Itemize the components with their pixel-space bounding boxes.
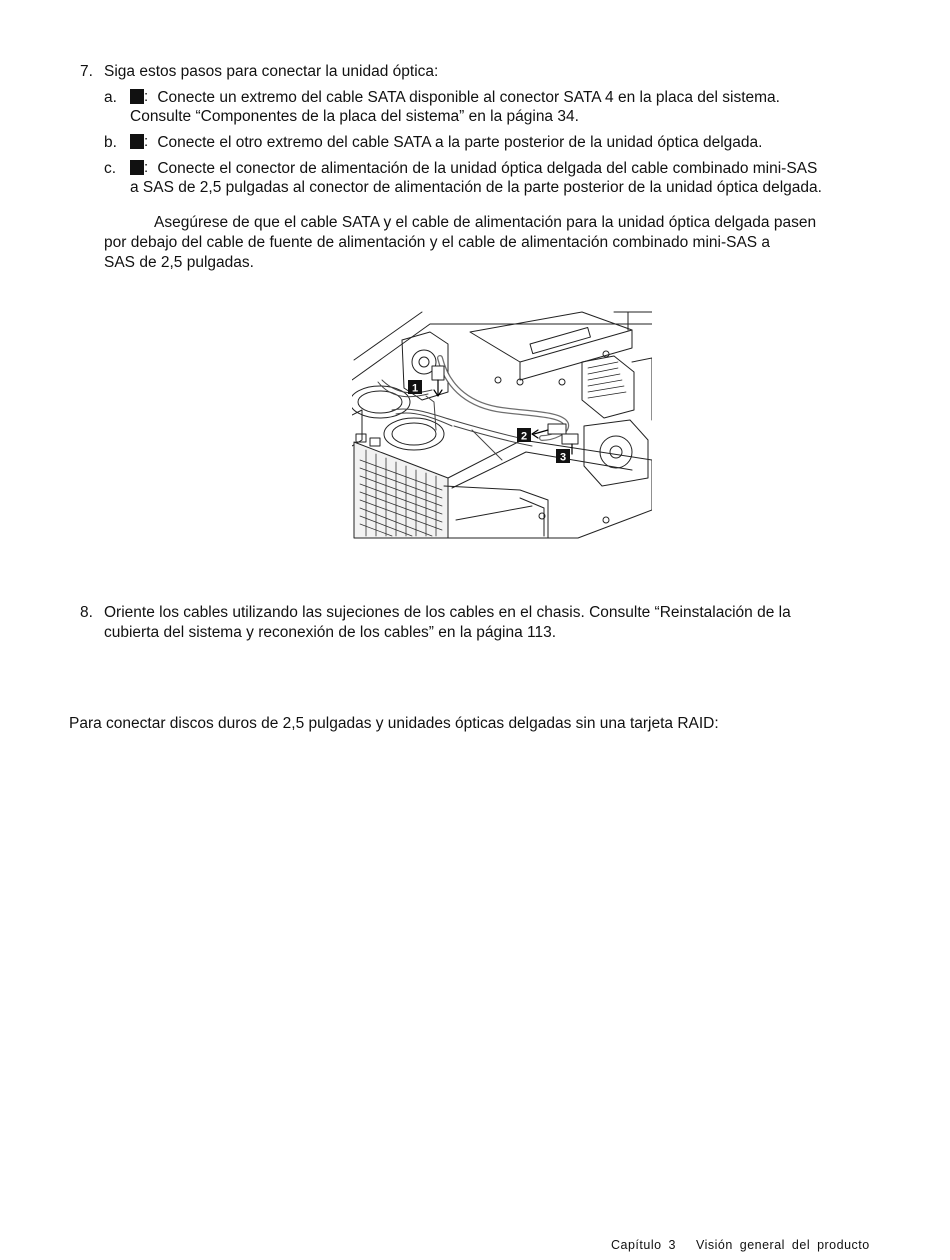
step-7-number: 7. bbox=[80, 63, 93, 80]
callout-marker-icon bbox=[130, 89, 144, 104]
substep-a-line-2: Consulte “Componentes de la placa del sistema” en la página 34. bbox=[130, 108, 579, 125]
server-chassis-illustration bbox=[352, 310, 652, 540]
substep-a-line-1 bbox=[130, 88, 780, 107]
callout-marker-icon bbox=[130, 160, 144, 175]
substep-b-letter: b. bbox=[104, 134, 117, 151]
callout-2-label: 2 bbox=[520, 430, 528, 443]
callout-2 bbox=[517, 428, 531, 443]
step-8-line-2: cubierta del sistema y reconexión de los cables” en la página 113. bbox=[104, 624, 557, 641]
substep-b-line-1 bbox=[130, 133, 762, 152]
substep-c-line-1 bbox=[130, 159, 817, 178]
substep-b-text-1: Conecte el otro extremo del cable SATA a la parte posterior de la unidad óptica delgada. bbox=[157, 134, 763, 151]
note-line-2: por debajo del cable de fuente de alimentación y el cable de alimentación combinado mini-SAS a bbox=[104, 234, 771, 251]
step-7-intro: Siga estos pasos para conectar la unidad óptica: bbox=[104, 63, 439, 80]
substep-c-text-1: Conecte el conector de alimentación de la unidad óptica delgada del cable combinado mini-SAS bbox=[157, 160, 818, 177]
callout-3 bbox=[556, 449, 570, 464]
note-line-1: Asegúrese de que el cable SATA y el cable de alimentación para la unidad óptica delgada pasen bbox=[154, 214, 817, 231]
callout-1 bbox=[408, 380, 422, 395]
note-line-3: SAS de 2,5 pulgadas. bbox=[104, 254, 254, 271]
raid-intro-paragraph: Para conectar discos duros de 2,5 pulgadas y unidades ópticas delgadas sin una tarjeta RAID: bbox=[69, 715, 719, 732]
substep-c-line-2: a SAS de 2,5 pulgadas al conector de alimentación de la parte posterior de la unidad óptica delgada. bbox=[130, 179, 822, 196]
step-8-line-1: Oriente los cables utilizando las sujeciones de los cables en el chasis. Consulte “Reinstalación de la bbox=[104, 604, 791, 621]
callout-1-label: 1 bbox=[411, 382, 419, 395]
step-8-number: 8. bbox=[80, 604, 93, 621]
cable-routing-figure bbox=[352, 310, 652, 540]
substep-a-letter: a. bbox=[104, 89, 117, 106]
page-footer bbox=[611, 1238, 870, 1252]
footer-title: Visión general del producto bbox=[695, 1238, 870, 1252]
callout-3-label: 3 bbox=[559, 451, 567, 464]
substep-c-letter: c. bbox=[104, 160, 117, 177]
footer-chapter: Capítulo 3 bbox=[611, 1238, 676, 1252]
substep-a-text-1: Conecte un extremo del cable SATA disponible al conector SATA 4 en la placa del sistema. bbox=[157, 89, 780, 106]
callout-marker-icon bbox=[130, 134, 144, 149]
